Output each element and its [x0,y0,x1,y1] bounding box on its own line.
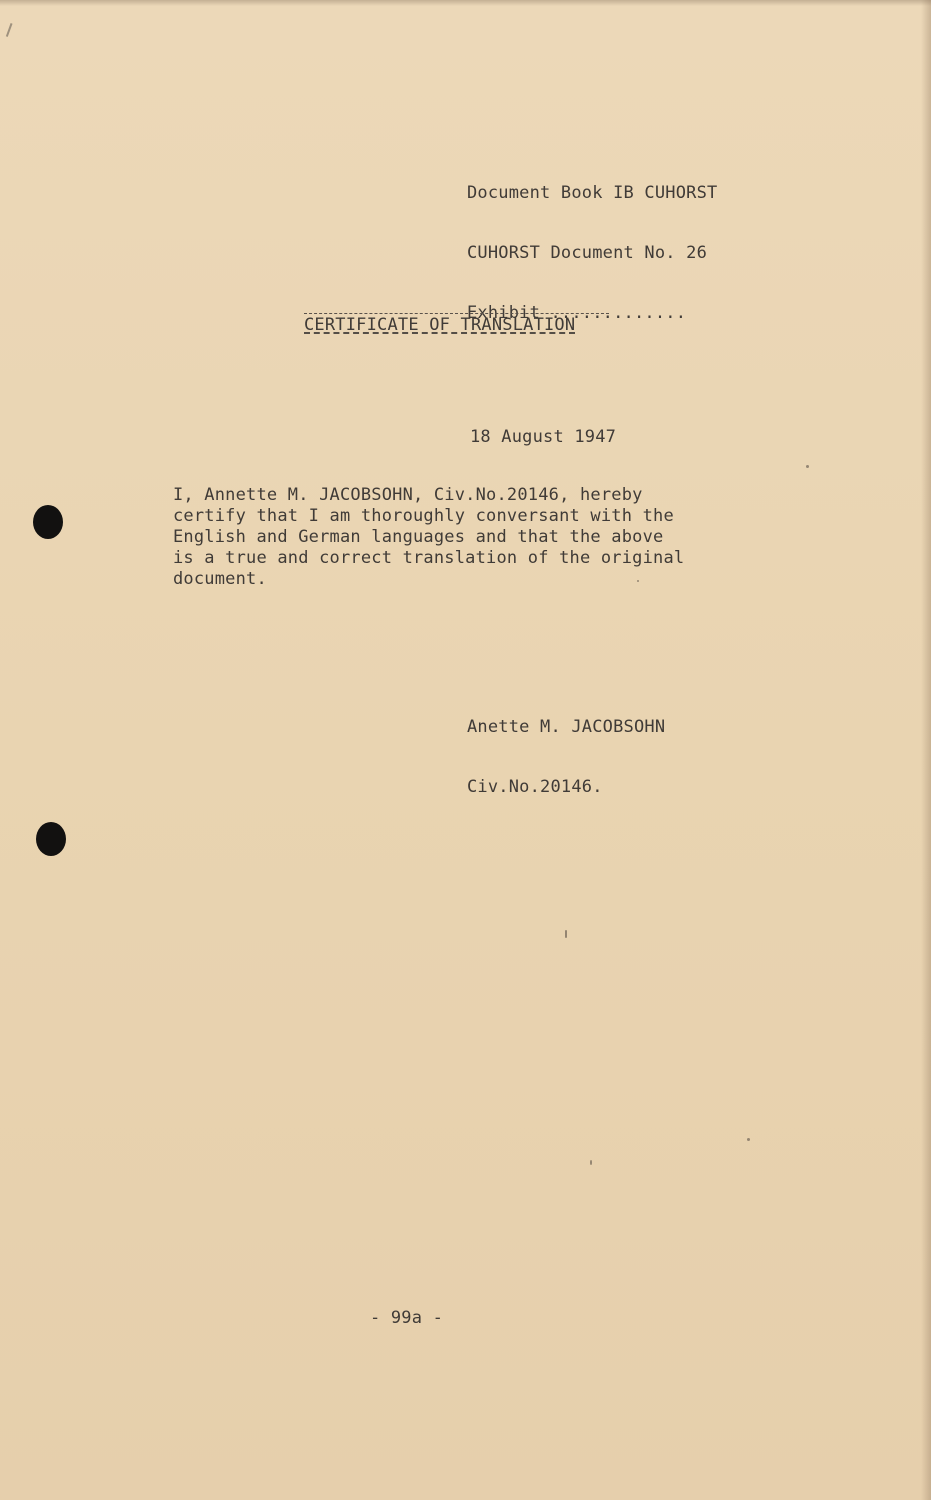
signature-civ-number: Civ.No.20146. [467,777,603,797]
paper-speck [747,1138,750,1141]
document-book-line: Document Book IB CUHORST [467,183,718,203]
punch-hole-lower [36,822,66,856]
body-line: English and German languages and that the above [173,527,664,547]
certificate-body [173,485,773,590]
signature-block [467,677,665,837]
paper-speck [590,1160,592,1165]
body-line: document. [173,569,267,589]
exhibit-line: Exhibit ............. [467,303,687,323]
corner-pencil-mark [6,23,18,39]
body-line: certify that I am thoroughly conversant with the [173,506,674,526]
body-line: I, Annette M. JACOBSOHN, Civ.No.20146, hereby [173,485,643,505]
paper-speck [806,465,809,468]
page-number: - 99a - [370,1308,444,1328]
title-overline [304,313,609,314]
document-number-line: CUHORST Document No. 26 [467,243,708,263]
certificate-date: 18 August 1947 [470,427,617,447]
page-top-edge [0,0,931,6]
signature-name: Anette M. JACOBSOHN [467,717,666,737]
paper-speck [565,930,567,938]
paper-speck [637,580,639,582]
page-right-edge [921,0,931,1500]
certificate-title: CERTIFICATE OF TRANSLATION [304,315,576,335]
body-line: is a true and correct translation of the original [173,548,685,568]
punch-hole-upper [33,505,63,539]
